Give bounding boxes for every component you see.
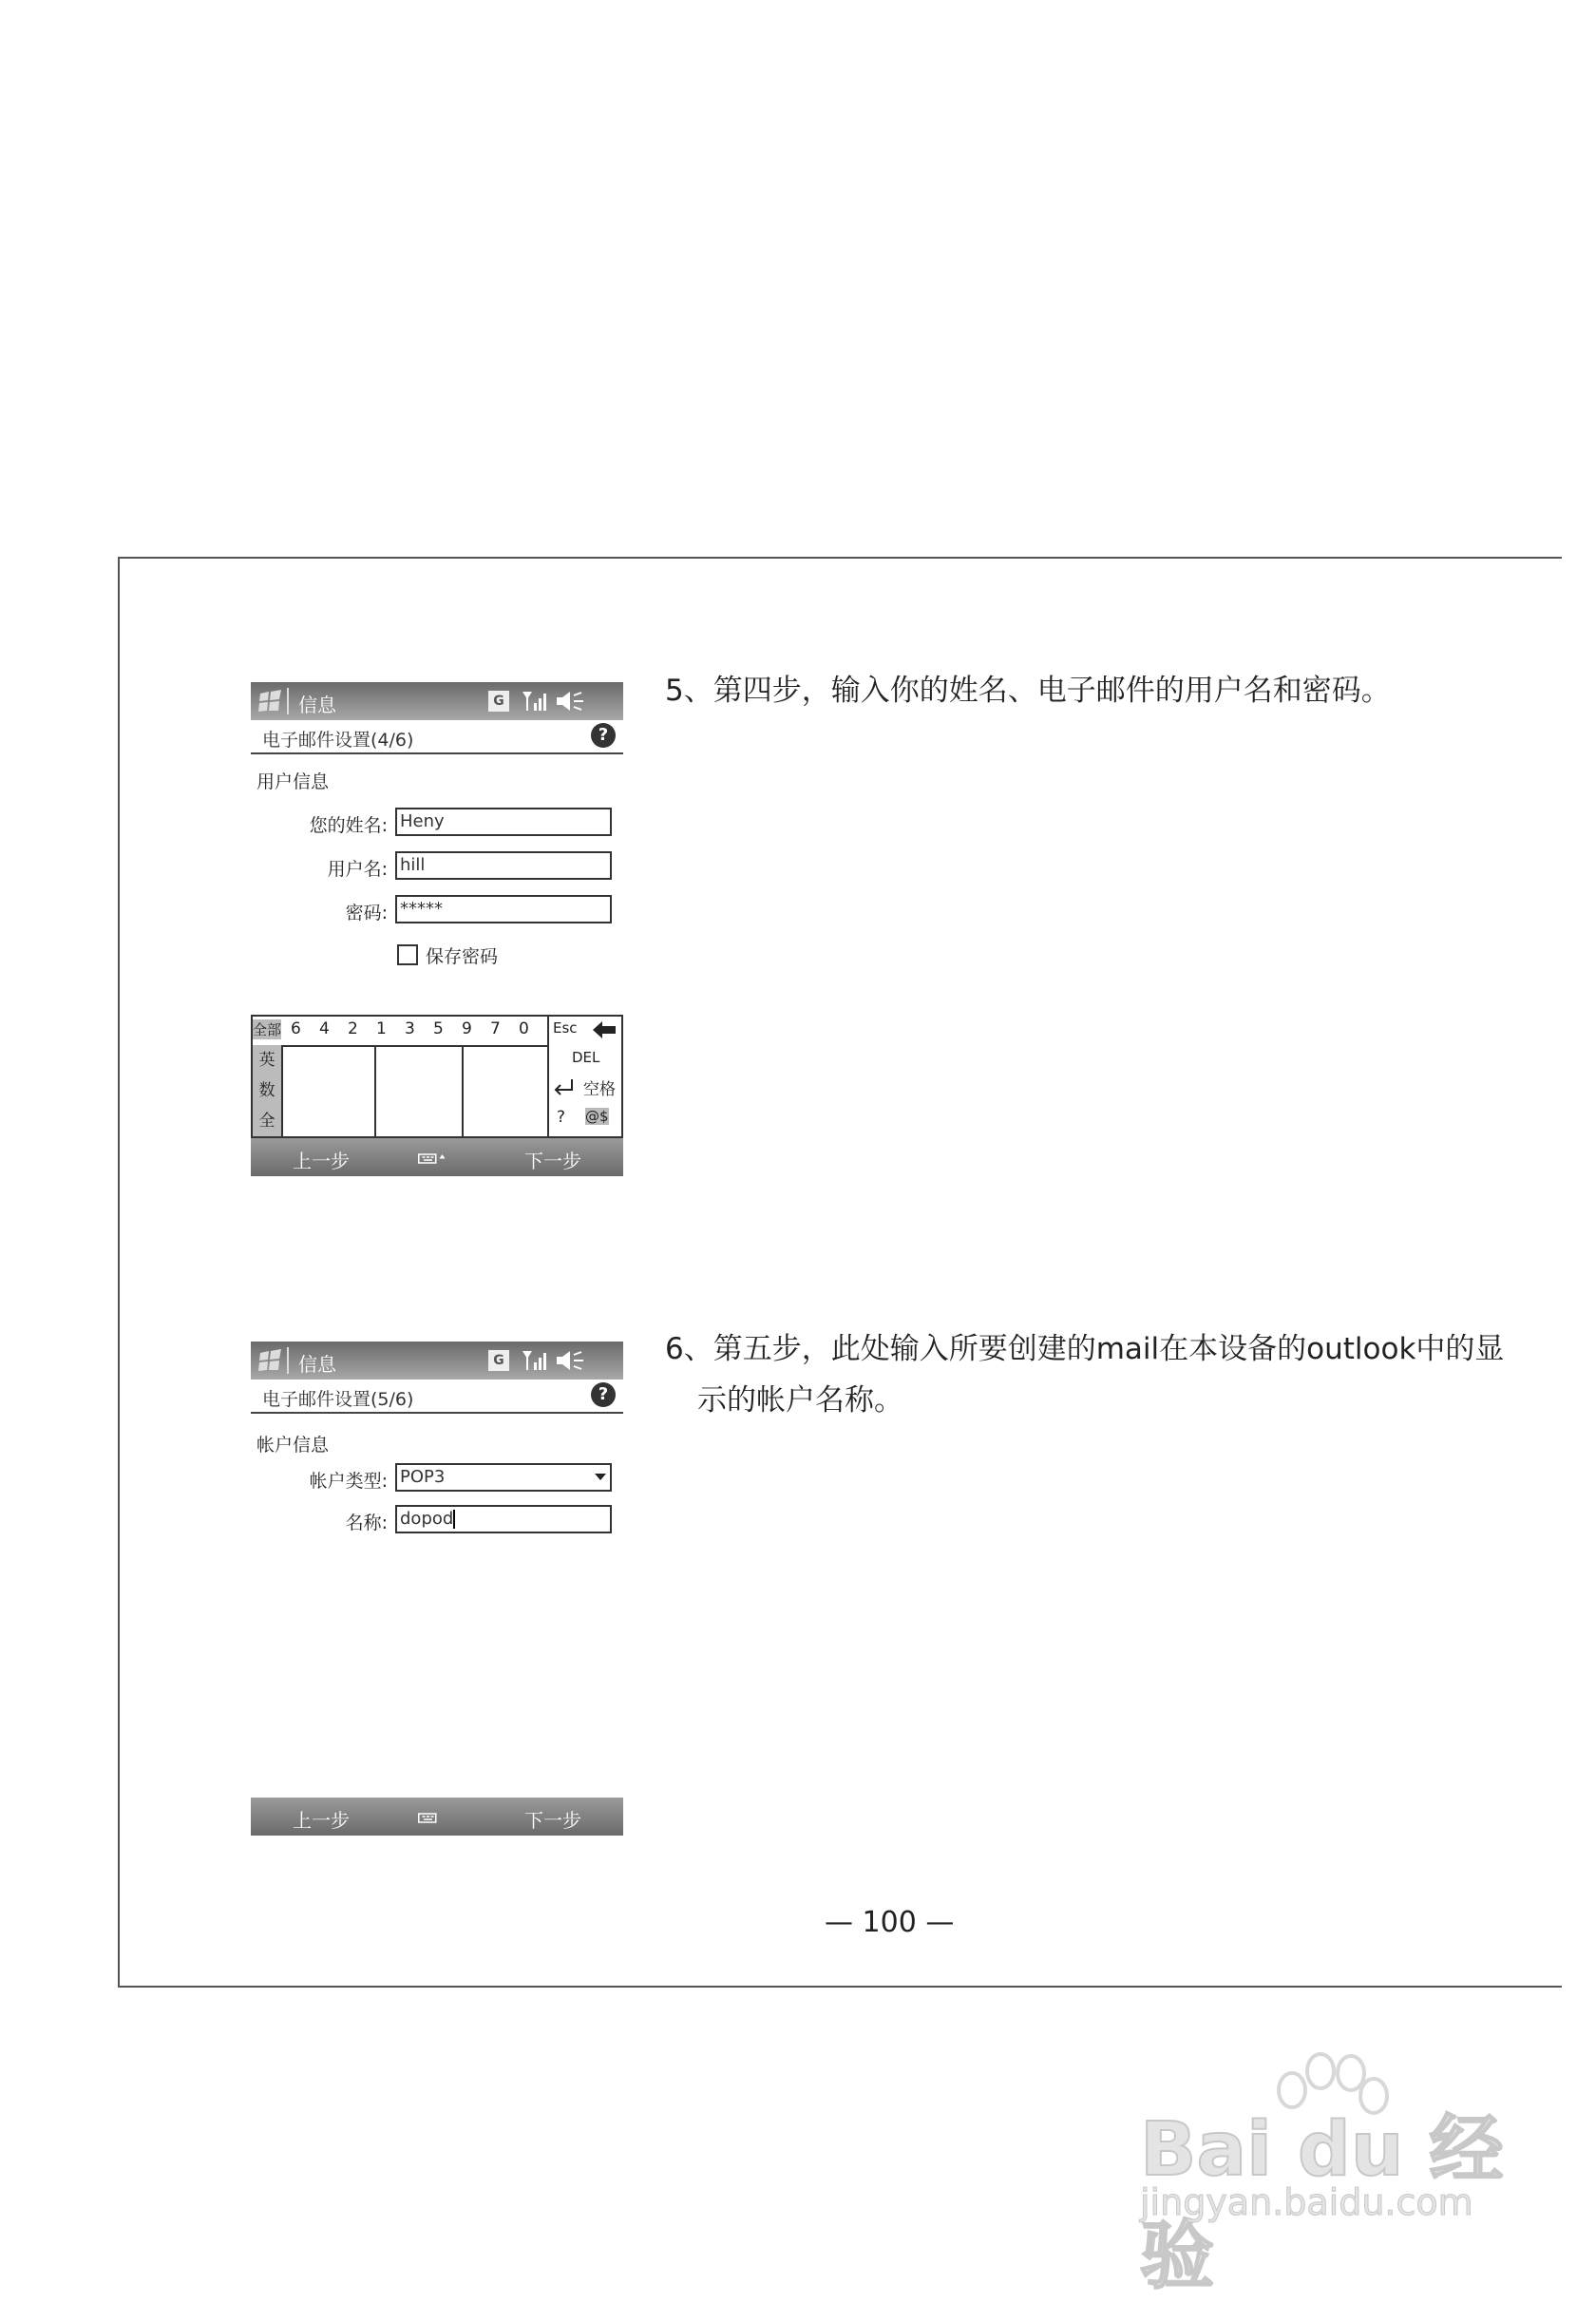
key-del[interactable]: DEL <box>572 1049 600 1066</box>
page-number: — 100 — <box>825 1906 955 1939</box>
window-title: 信息 <box>298 694 336 716</box>
help-icon[interactable]: ? <box>591 1382 616 1407</box>
key-0[interactable]: 0 <box>519 1019 529 1038</box>
command-bar <box>251 1138 623 1176</box>
account-name-value: dopod <box>400 1509 454 1529</box>
wizard-step-title: 电子邮件设置(5/6) <box>262 1389 414 1410</box>
chevron-down-icon <box>595 1474 606 1481</box>
candidate-divider <box>462 1045 464 1136</box>
soft-keyboard <box>251 1015 623 1138</box>
signal-icon[interactable] <box>521 690 547 713</box>
backspace-icon[interactable] <box>591 1019 618 1040</box>
key-question[interactable]: ? <box>557 1108 566 1127</box>
help-icon[interactable]: ? <box>591 723 616 748</box>
signal-icon[interactable] <box>521 1349 547 1372</box>
next-button[interactable]: 下一步 <box>524 1809 581 1832</box>
key-1[interactable]: 1 <box>376 1019 387 1038</box>
key-esc[interactable]: Esc <box>553 1019 578 1037</box>
account-name-input[interactable] <box>395 1505 612 1533</box>
wizard-step-title: 电子邮件设置(4/6) <box>262 730 414 751</box>
keyboard-icon[interactable] <box>418 1148 446 1167</box>
key-2[interactable]: 2 <box>348 1019 358 1038</box>
name-input[interactable]: Heny <box>395 808 612 836</box>
account-type-select[interactable] <box>395 1463 612 1492</box>
command-bar <box>251 1798 623 1836</box>
title-bar <box>251 682 623 720</box>
gprs-icon[interactable]: G <box>488 691 509 712</box>
step6-instruction-line2: 示的帐户名称。 <box>697 1383 903 1418</box>
windows-start-icon[interactable] <box>258 1349 283 1372</box>
device-screen-step6 <box>251 1342 623 1836</box>
save-password-label: 保存密码 <box>426 946 499 967</box>
back-button[interactable]: 上一步 <box>293 1150 350 1172</box>
account-type-label: 帐户类型: <box>309 1471 388 1492</box>
name-label: 您的姓名: <box>309 815 388 836</box>
key-4[interactable]: 4 <box>319 1019 330 1038</box>
back-button[interactable]: 上一步 <box>293 1809 350 1832</box>
keyboard-icon[interactable] <box>418 1807 446 1826</box>
account-type-value: POP3 <box>400 1467 446 1487</box>
candidate-divider <box>374 1045 376 1136</box>
password-label: 密码: <box>345 903 388 923</box>
key-symbols[interactable]: @$ <box>585 1108 609 1125</box>
title-bar <box>251 1342 623 1380</box>
volume-icon[interactable] <box>553 1349 585 1372</box>
step6-instruction <box>665 1323 1504 1426</box>
window-title: 信息 <box>298 1353 336 1376</box>
key-5[interactable]: 5 <box>433 1019 444 1038</box>
key-7[interactable]: 7 <box>490 1019 501 1038</box>
digit-row <box>253 1017 547 1047</box>
watermark-brand: Bai du 经验 <box>1140 2107 1504 2299</box>
wizard-header <box>251 720 623 754</box>
keyboard-divider <box>547 1017 549 1136</box>
title-separator <box>287 1347 289 1374</box>
account-name-label: 名称: <box>345 1513 388 1533</box>
mode-column <box>253 1045 281 1136</box>
keyboard-divider <box>281 1045 283 1136</box>
step6-instruction-line1: 6、第五步，此处输入所要创建的mail在本设备的outlook中的显 <box>665 1332 1505 1366</box>
device-screen-step5 <box>251 682 623 1176</box>
section-title: 帐户信息 <box>256 1435 330 1456</box>
text-cursor <box>453 1510 455 1529</box>
key-all[interactable]: 全部 <box>253 1021 282 1038</box>
baidu-jingyan-watermark <box>1140 2033 1520 2299</box>
key-6[interactable]: 6 <box>291 1019 301 1038</box>
next-button[interactable]: 下一步 <box>524 1150 581 1172</box>
username-label: 用户名: <box>327 859 388 880</box>
key-space[interactable]: 空格 <box>583 1080 616 1099</box>
wizard-header <box>251 1380 623 1414</box>
gprs-icon[interactable]: G <box>488 1350 509 1371</box>
save-password-checkbox[interactable] <box>397 944 418 965</box>
key-english[interactable]: 英 <box>258 1051 276 1070</box>
volume-icon[interactable] <box>553 690 585 713</box>
enter-icon[interactable] <box>551 1077 576 1098</box>
windows-start-icon[interactable] <box>258 690 283 713</box>
title-separator <box>287 688 289 714</box>
key-full[interactable]: 全 <box>258 1112 276 1131</box>
key-3[interactable]: 3 <box>405 1019 415 1038</box>
key-number[interactable]: 数 <box>258 1081 276 1100</box>
section-title: 用户信息 <box>256 771 330 792</box>
key-9[interactable]: 9 <box>462 1019 472 1038</box>
password-input[interactable]: ***** <box>395 895 612 923</box>
watermark-url: jingyan.baidu.com <box>1140 2181 1473 2223</box>
username-input[interactable]: hill <box>395 851 612 880</box>
step5-instruction: 5、第四步，输入你的姓名、电子邮件的用户名和密码。 <box>665 674 1391 708</box>
